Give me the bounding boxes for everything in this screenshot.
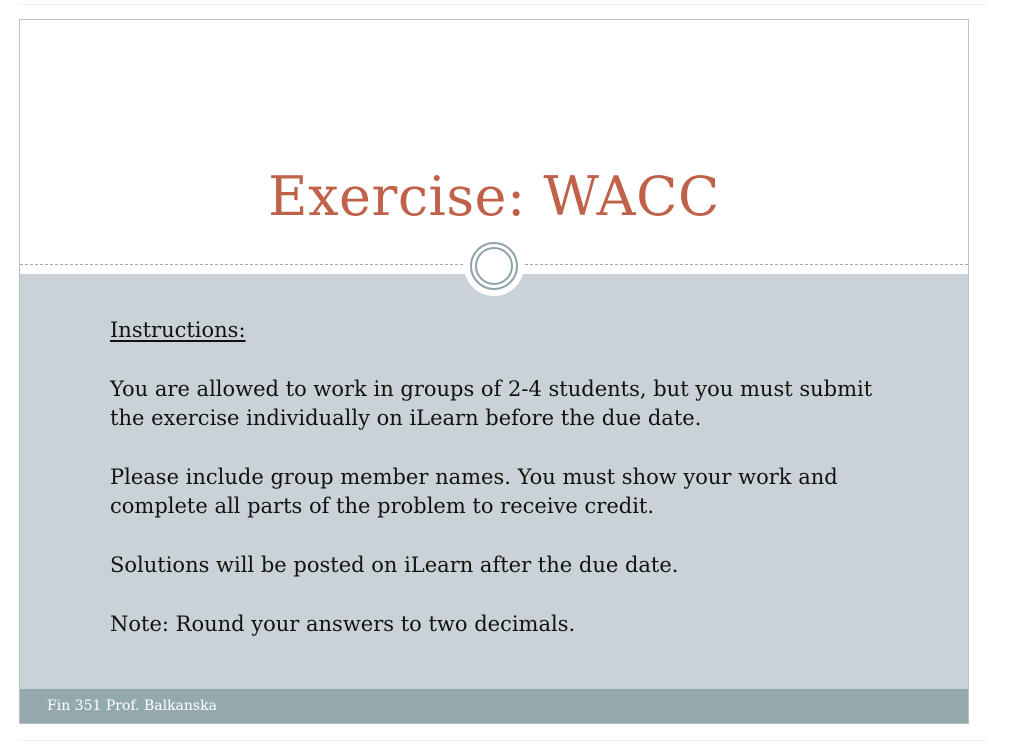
footer-text: Fin 351 Prof. Balkanska: [47, 698, 217, 714]
page-bottom-border: [18, 740, 986, 741]
paragraph-note: Note: Round your answers to two decimals.: [110, 612, 576, 636]
paragraph-groups: You are allowed to work in groups of 2-4 students, but you must submit the exercise individually on iLearn before the due date.: [110, 377, 873, 430]
paragraph-names: Please include group member names. You must show your work and complete all parts of the problem to receive credit.: [110, 465, 838, 518]
page-top-border: [18, 4, 986, 5]
footer-bar: [20, 689, 968, 723]
paragraph-solutions: Solutions will be posted on iLearn after the due date.: [110, 553, 679, 577]
slide: [19, 19, 969, 724]
ornament-inner-ring: [475, 247, 513, 285]
circle-ornament-icon: [464, 236, 524, 296]
instructions-body: [110, 316, 910, 669]
title-area: [20, 20, 968, 265]
slide-title: Exercise: WACC: [268, 165, 720, 228]
instructions-heading: Instructions:: [110, 318, 246, 342]
ornament-outer-ring: [470, 242, 518, 290]
